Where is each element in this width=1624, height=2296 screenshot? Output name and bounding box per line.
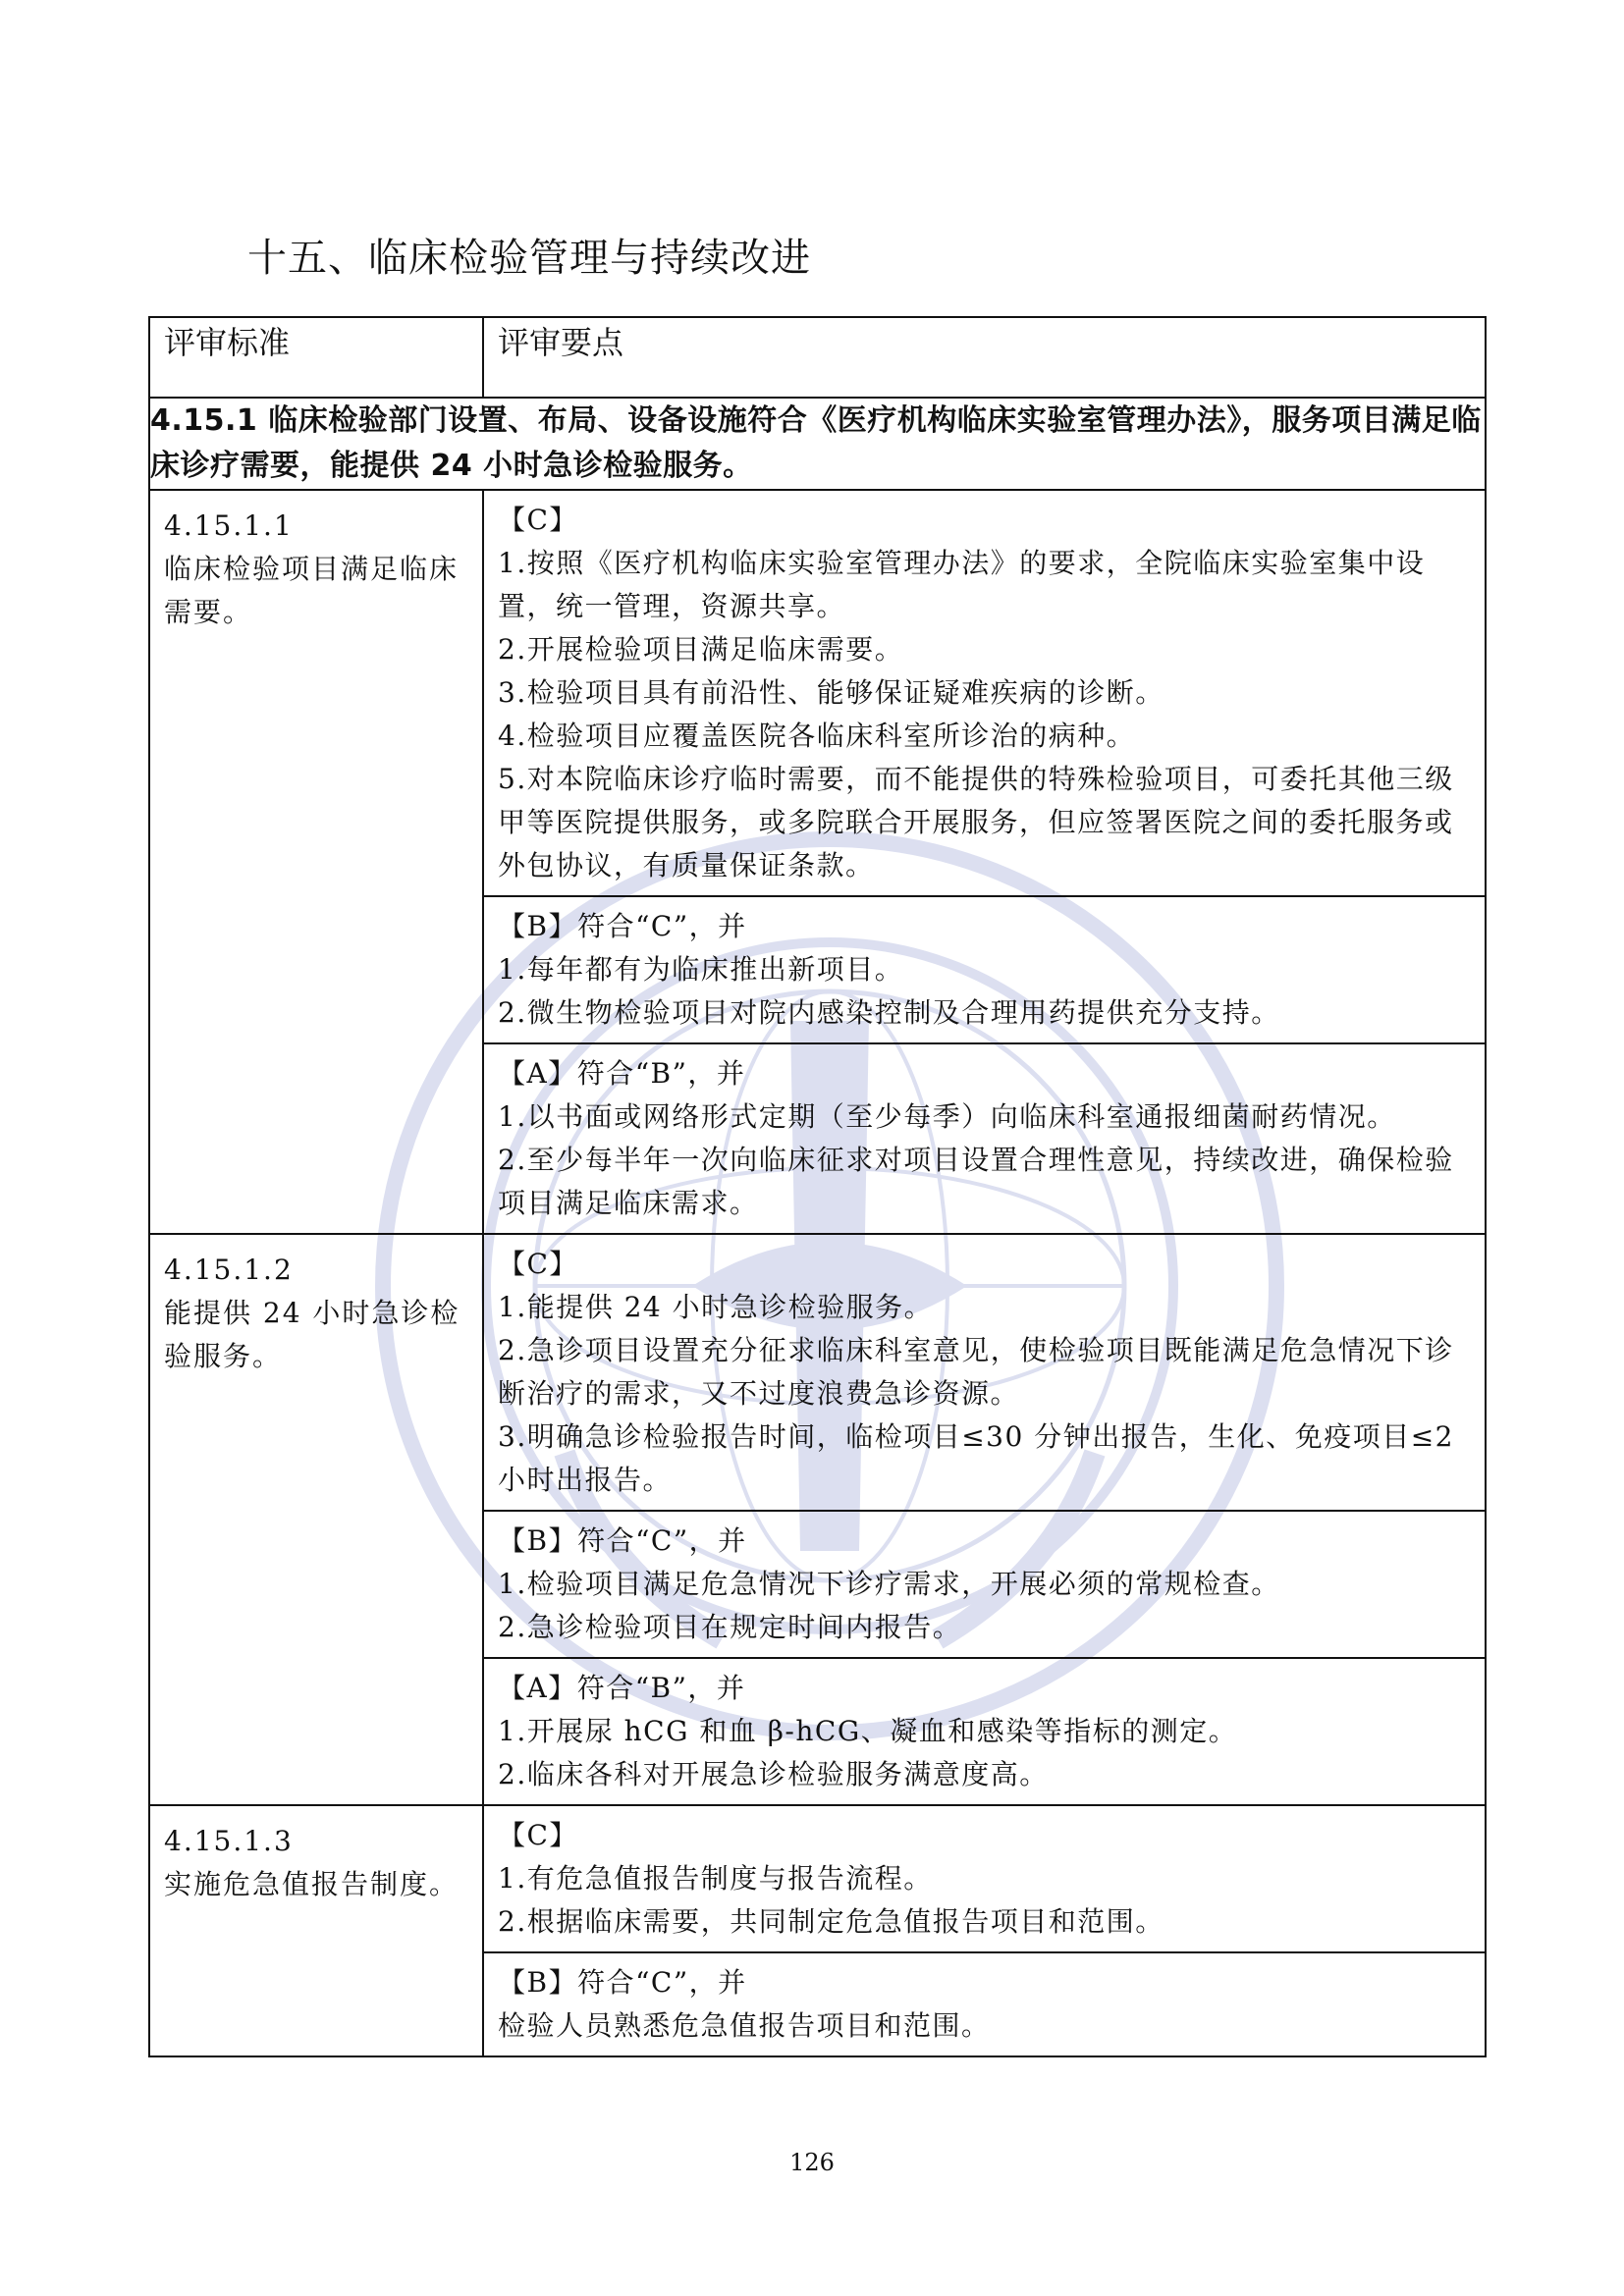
review-point-item: 1.检验项目满足危急情况下诊疗需求，开展必须的常规检查。 bbox=[498, 1568, 1280, 1600]
review-point-item: 2.微生物检验项目对院内感染控制及合理用药提供充分支持。 bbox=[498, 996, 1280, 1029]
requirement-text: 4.15.1 临床检验部门设置、布局、设备设施符合《医疗机构临床实验室管理办法》，服务项目满足临床诊疗需要，能提供 24 小时急诊检验服务。 bbox=[150, 403, 1482, 483]
grade-level-title: 【C】 bbox=[498, 1248, 578, 1280]
review-point-item: 1.开展尿 hCG 和血 β-hCG、凝血和感染等指标的测定。 bbox=[498, 1715, 1238, 1747]
review-points-cell bbox=[483, 1043, 1486, 1234]
review-point-item: 1.有危急值报告制度与报告流程。 bbox=[498, 1862, 933, 1895]
requirement-cell bbox=[149, 398, 1486, 490]
standard-description: 能提供 24 小时急诊检验服务。 bbox=[164, 1297, 460, 1372]
review-point-item: 3.检验项目具有前沿性、能够保证疑难疾病的诊断。 bbox=[498, 676, 1164, 709]
review-point-item: 2.根据临床需要，共同制定危急值报告项目和范围。 bbox=[498, 1905, 1164, 1938]
review-point-item: 检验人员熟悉危急值报告项目和范围。 bbox=[498, 2009, 991, 2042]
review-point-item: 2.急诊项目设置充分征求临床科室意见，使检验项目既能满足危急情况下诊断治疗的需求，又不过度浪费急诊资源。 bbox=[498, 1334, 1454, 1410]
table-row bbox=[149, 1234, 1486, 1511]
review-point-item: 2.急诊检验项目在规定时间内报告。 bbox=[498, 1611, 962, 1643]
review-point-item: 2.临床各科对开展急诊检验服务满意度高。 bbox=[498, 1758, 1049, 1790]
standard-code: 4.15.1.3 bbox=[164, 1825, 294, 1857]
grade-level-title: 【B】符合“C”，并 bbox=[498, 910, 747, 942]
grade-level-title: 【B】符合“C”，并 bbox=[498, 1524, 747, 1557]
review-point-item: 4.检验项目应覆盖医院各临床科室所诊治的病种。 bbox=[498, 720, 1136, 752]
standard-cell bbox=[149, 1805, 483, 2056]
review-point-item: 5.对本院临床诊疗临时需要，而不能提供的特殊检验项目，可委托其他三级甲等医院提供服务，或多院联合开展服务，但应签署医院之间的委托服务或外包协议，有质量保证条款。 bbox=[498, 763, 1454, 881]
grade-level-title: 【B】符合“C”，并 bbox=[498, 1966, 747, 1999]
table-row bbox=[149, 490, 1486, 896]
standard-code: 4.15.1.1 bbox=[164, 509, 294, 542]
review-point-item: 2.至少每半年一次向临床征求对项目设置合理性意见，持续改进，确保检验项目满足临床需求。 bbox=[498, 1144, 1454, 1219]
requirement-row bbox=[149, 398, 1486, 490]
header-standard-label: 评审标准 bbox=[164, 324, 291, 361]
review-points-cell bbox=[483, 1234, 1486, 1511]
standard-code: 4.15.1.2 bbox=[164, 1254, 294, 1286]
review-points-cell bbox=[483, 1511, 1486, 1658]
header-cell-standard bbox=[149, 317, 483, 398]
standard-cell bbox=[149, 1234, 483, 1805]
review-point-item: 1.以书面或网络形式定期（至少每季）向临床科室通报细菌耐药情况。 bbox=[498, 1100, 1396, 1133]
header-points-label: 评审要点 bbox=[498, 324, 624, 361]
standard-description: 实施危急值报告制度。 bbox=[164, 1868, 460, 1900]
review-points-cell bbox=[483, 1805, 1486, 1952]
review-points-cell bbox=[483, 896, 1486, 1043]
table-row bbox=[149, 1805, 1486, 1952]
grade-level-title: 【A】符合“B”，并 bbox=[498, 1057, 746, 1090]
review-point-item: 1.能提供 24 小时急诊检验服务。 bbox=[498, 1291, 934, 1323]
review-points-cell bbox=[483, 1952, 1486, 2056]
grade-level-title: 【C】 bbox=[498, 1819, 578, 1851]
page-number: 126 bbox=[789, 2149, 835, 2176]
grade-level-title: 【C】 bbox=[498, 504, 578, 536]
review-point-item: 1.按照《医疗机构临床实验室管理办法》的要求，全院临床实验室集中设置，统一管理，资源共享。 bbox=[498, 547, 1426, 622]
review-point-item: 3.明确急诊检验报告时间，临检项目≤30 分钟出报告，生化、免疫项目≤2 小时出报告。 bbox=[498, 1420, 1454, 1496]
standard-description: 临床检验项目满足临床需要。 bbox=[164, 553, 460, 628]
review-points-cell bbox=[483, 490, 1486, 896]
review-point-item: 1.每年都有为临床推出新项目。 bbox=[498, 953, 904, 986]
section-title: 十五、临床检验管理与持续改进 bbox=[247, 236, 811, 281]
table-header-row bbox=[149, 317, 1486, 398]
standards-table bbox=[148, 316, 1487, 2057]
review-points-cell bbox=[483, 1658, 1486, 1805]
standard-cell bbox=[149, 490, 483, 1234]
grade-level-title: 【A】符合“B”，并 bbox=[498, 1672, 746, 1704]
review-point-item: 2.开展检验项目满足临床需要。 bbox=[498, 633, 904, 666]
header-cell-points bbox=[483, 317, 1486, 398]
